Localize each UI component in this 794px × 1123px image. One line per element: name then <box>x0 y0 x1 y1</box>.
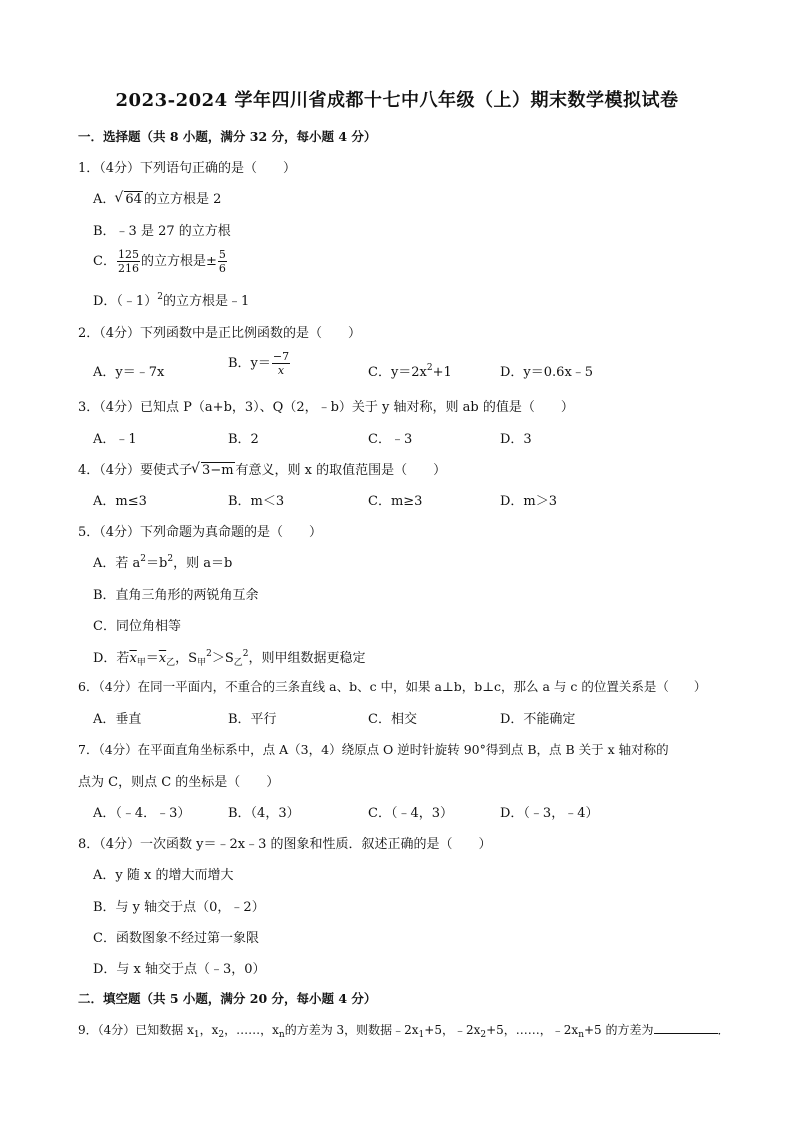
question-3-option-d: D．3 <box>500 432 532 447</box>
sqrt-symbol: √ 3−m <box>192 463 235 478</box>
question-8-option-c: C．函数图象不经过第一象限 <box>93 931 259 946</box>
page-title: 2023-2024 学年四川省成都十七中八年级（上）期末数学模拟试卷 <box>115 90 679 111</box>
question-1-stem: 1．（4分）下列语句正确的是（ ） <box>78 161 297 176</box>
question-6-option-d: D．不能确定 <box>500 712 576 727</box>
question-1-option-c: C． $\frac{125}{216}$ 的立方根是± $\frac{5}{6}$ <box>93 248 226 275</box>
question-2-option-b: B．y＝ $\frac{-7}{x}$ <box>228 350 290 377</box>
question-7-option-b: B．（4，3） <box>228 806 300 821</box>
question-4-option-a: A．m≤3 <box>93 494 147 509</box>
question-5-option-c: C．同位角相等 <box>93 619 181 634</box>
question-7-stem-line-1: 7．（4分）在平面直角坐标系中，点 A（3，4）绕原点 O 逆时针旋转 90°得到点 B，点 B 关于 x 轴对称的 <box>78 742 669 757</box>
question-4-stem: 4．（4分）要使式子 √ 3−m 有意义，则 x 的取值范围是（ ） <box>78 459 446 478</box>
question-3-stem: 3．（4分）已知点 P（a+b，3）、Q（2，﹣b）关于 y 轴对称，则 ab 的值是（ ） <box>78 400 574 415</box>
question-5-option-d: D．若$\overline{x}_甲=\overline{x}_乙$，$S_甲^2>S_乙^2$，则甲组数据更稳定 <box>93 649 366 668</box>
question-8-option-b: B．与 y 轴交于点（0，﹣2） <box>93 900 265 915</box>
section-heading-choice: 一．选择题（共 8 小题，满分 32 分，每小题 4 分） <box>78 129 377 144</box>
question-5-stem: 5．（4分）下列命题为真命题的是（ ） <box>78 525 323 540</box>
question-4-option-c: C．m≥3 <box>368 494 423 509</box>
question-7-stem-line-2: 点为 C，则点 C 的坐标是（ ） <box>78 775 280 790</box>
question-2-option-a: A．y＝﹣7x <box>93 365 165 380</box>
question-9-stem: 9．（4分）已知数据 $x_1$，$x_2$，……，$x_n$的方差为 3，则数据$﹣2x_1+5$，$﹣2x_2+5$，……，$﹣2x_n+5$ 的方差为 ． <box>78 1023 730 1040</box>
question-4-option-d: D．m＞3 <box>500 494 558 509</box>
question-7-option-a: A．（﹣4．﹣3） <box>93 806 191 821</box>
section-heading-fill-in: 二．填空题（共 5 小题，满分 20 分，每小题 4 分） <box>78 991 377 1006</box>
question-7-option-c: C．（﹣4，3） <box>368 806 453 821</box>
question-5-option-b: B．直角三角形的两锐角互余 <box>93 588 259 603</box>
question-6-stem: 6．（4分）在同一平面内，不重合的三条直线 a、b、c 中，如果 a⊥b，b⊥c，那么 a 与 c 的位置关系是（ ） <box>78 679 707 694</box>
question-5-option-a: A．若 $a^2=b^2$，则 a＝b <box>93 554 233 571</box>
question-2-option-c: C．$y=2x^2+1$ <box>368 363 452 380</box>
question-6-option-b: B．平行 <box>228 712 277 727</box>
fraction: $\frac{125}{216}$ <box>117 248 139 275</box>
question-3-option-c: C．﹣3 <box>368 432 413 447</box>
question-6-option-c: C．相交 <box>368 712 417 727</box>
question-2-stem: 2．（4分）下列函数中是正比例函数的是（ ） <box>78 326 362 341</box>
question-8-option-d: D．与 x 轴交于点（﹣3，0） <box>93 962 266 977</box>
question-7-option-d: D．（﹣3，﹣4） <box>500 806 599 821</box>
question-8-stem: 8．（4分）一次函数 y＝﹣2x﹣3 的图象和性质．叙述正确的是（ ） <box>78 837 492 852</box>
question-1-option-b: B．﹣3 是 27 的立方根 <box>93 224 231 239</box>
sqrt-symbol: √ 64 <box>115 192 143 207</box>
answer-blank[interactable] <box>654 1033 718 1034</box>
question-2-option-d: D．y＝0.6x﹣5 <box>500 365 594 380</box>
question-1-option-a: A． √ 64 的立方根是 2 <box>93 188 221 207</box>
question-3-option-b: B．2 <box>228 432 259 447</box>
fraction: $\frac{-7}{x}$ <box>272 350 290 377</box>
question-1-option-d: D．（﹣1）$^2$的立方根是﹣1 <box>93 292 250 309</box>
question-4-option-b: B．m＜3 <box>228 494 285 509</box>
fraction: $\frac{5}{6}$ <box>218 248 226 275</box>
question-3-option-a: A．﹣1 <box>93 432 137 447</box>
question-6-option-a: A．垂直 <box>93 712 142 727</box>
question-8-option-a: A．y 随 x 的增大而增大 <box>93 868 234 883</box>
